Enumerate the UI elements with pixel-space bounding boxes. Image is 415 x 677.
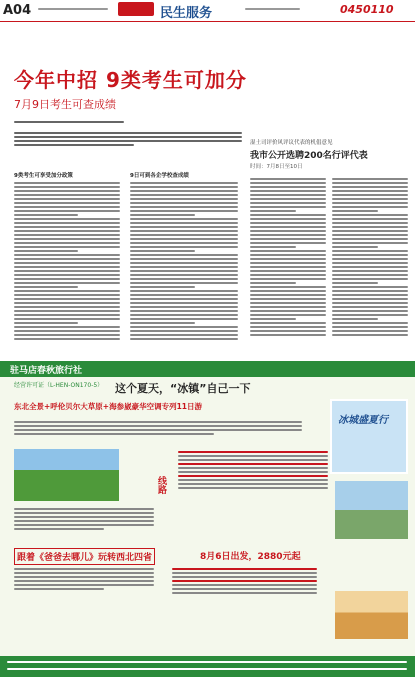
left-column-body [14, 180, 120, 342]
text-line [250, 270, 326, 272]
left-column-head: 9类考生可享受加分政策 [14, 173, 73, 179]
text-line [332, 318, 378, 320]
text-line [332, 314, 408, 316]
text-line [332, 246, 378, 248]
text-line [332, 286, 408, 288]
text-line [250, 218, 326, 220]
text-line [14, 182, 120, 184]
text-line [14, 290, 120, 292]
text-line [14, 266, 120, 268]
text-line [250, 234, 326, 236]
text-line [130, 182, 238, 184]
text-line [130, 242, 238, 244]
text-line [130, 302, 238, 304]
text-line [250, 210, 296, 212]
text-line [14, 270, 120, 272]
text-line [250, 206, 326, 208]
text-line [250, 238, 326, 240]
text-line [130, 250, 195, 252]
text-line [14, 302, 120, 304]
text-line [130, 230, 238, 232]
text-line [250, 294, 326, 296]
agency-banner [0, 361, 415, 377]
text-line [332, 222, 408, 224]
text-line [130, 290, 238, 292]
text-line [130, 274, 238, 276]
text-line [250, 242, 326, 244]
text-line [332, 258, 408, 260]
text-line [250, 194, 326, 196]
text-line [250, 190, 326, 192]
right-article-sub: 时间：7月8日至10日 [250, 164, 303, 170]
text-line [130, 270, 238, 272]
text-line [250, 286, 326, 288]
text-line [14, 246, 120, 248]
text-line [250, 302, 326, 304]
tour2-routes [172, 566, 317, 596]
text-line [14, 186, 120, 188]
badge-text: 冰城盛夏行 [338, 415, 388, 426]
text-line [332, 262, 408, 264]
subheadline: 7月9日考生可查成绩 [14, 98, 116, 111]
lead-paragraph [14, 130, 244, 148]
text-line [250, 314, 326, 316]
text-line [130, 314, 238, 316]
text-line [14, 286, 78, 288]
text-line [332, 214, 408, 216]
text-line [130, 258, 238, 260]
text-line [332, 326, 408, 328]
text-line [14, 330, 120, 332]
text-line [250, 322, 326, 324]
text-line [250, 282, 296, 284]
text-line [130, 246, 238, 248]
text-line [332, 182, 408, 184]
text-line [332, 294, 408, 296]
text-line [250, 222, 326, 224]
paper-logo [118, 2, 154, 16]
text-line [130, 210, 238, 212]
text-line [332, 270, 408, 272]
text-line [332, 250, 408, 252]
desert-photo [335, 591, 408, 639]
headline: 今年中招 9类考生可加分 [14, 68, 247, 92]
text-line [332, 278, 408, 280]
text-line [14, 282, 120, 284]
text-line [332, 206, 408, 208]
text-line [332, 242, 408, 244]
text-line [14, 250, 78, 252]
tour1-routes [178, 449, 328, 491]
text-line [332, 282, 378, 284]
text-line [130, 278, 238, 280]
text-line [332, 198, 408, 200]
text-line [14, 190, 120, 192]
text-line [332, 254, 408, 256]
text-line [250, 262, 326, 264]
grassland-photo [14, 449, 119, 501]
mid-column-head: 9日可到各企学校查成绩 [130, 173, 189, 179]
text-line [14, 254, 120, 256]
text-line [14, 218, 120, 220]
route-label: 线路 [156, 476, 166, 494]
text-line [130, 266, 238, 268]
ad-footer [0, 656, 415, 677]
tour1-desc [14, 506, 154, 532]
text-line [14, 202, 120, 204]
text-line [250, 230, 326, 232]
text-line [250, 250, 326, 252]
text-line [250, 334, 326, 336]
text-line [14, 230, 120, 232]
text-line [332, 334, 408, 336]
text-line [332, 298, 408, 300]
text-line [14, 326, 120, 328]
text-line [332, 178, 408, 180]
text-line [14, 310, 120, 312]
text-line [332, 234, 408, 236]
text-line [332, 218, 408, 220]
text-line [14, 262, 120, 264]
text-line [250, 330, 326, 332]
text-line [14, 242, 120, 244]
badge-frame [330, 399, 408, 474]
text-line [130, 190, 238, 192]
scenery-photo-2 [335, 481, 408, 539]
text-line [130, 330, 238, 332]
text-line [250, 182, 326, 184]
text-line [332, 322, 408, 324]
mid-column-body [130, 180, 238, 342]
byline [14, 119, 124, 125]
section-masthead: 民生服务 [160, 6, 213, 21]
right-article-title: 我市公开选聘200名行评代表 [250, 151, 368, 161]
text-line [14, 306, 120, 308]
text-line [14, 222, 120, 224]
text-line [130, 322, 195, 324]
text-line [14, 322, 78, 324]
text-line [130, 338, 238, 340]
text-line [130, 238, 238, 240]
header-date [245, 6, 300, 12]
text-line [130, 318, 238, 320]
text-line [332, 230, 408, 232]
ad-slogan: 这个夏天，“冰镇”自己一下 [115, 382, 251, 395]
text-line [250, 278, 326, 280]
text-line [130, 234, 238, 236]
text-line [130, 306, 238, 308]
text-line [14, 194, 120, 196]
text-line [14, 298, 120, 300]
text-line [250, 226, 326, 228]
text-line [14, 258, 120, 260]
text-line [250, 186, 326, 188]
text-line [130, 286, 195, 288]
header-meta [38, 6, 108, 12]
text-line [130, 198, 238, 200]
right-article-body-a [250, 176, 326, 338]
text-line [332, 290, 408, 292]
tour1-intro [14, 419, 304, 437]
text-line [14, 334, 120, 336]
text-line [250, 202, 326, 204]
agency-license: 经营许可证（L-HEN-ON170-5） [14, 382, 104, 389]
text-line [250, 214, 326, 216]
text-line [250, 266, 326, 268]
text-line [14, 234, 120, 236]
text-line [332, 302, 408, 304]
text-line [332, 310, 408, 312]
text-line [14, 210, 120, 212]
text-line [332, 186, 408, 188]
text-line [130, 334, 238, 336]
text-line [332, 202, 408, 204]
text-line [332, 266, 408, 268]
tour1-title: 东北全景+呼伦贝尔大草原+海参崴豪华空调专列11日游 [14, 402, 203, 411]
text-line [332, 238, 408, 240]
text-line [14, 198, 120, 200]
agency-name: 驻马店春秋旅行社 [10, 366, 83, 376]
text-line [14, 214, 78, 216]
ad-section [0, 361, 415, 677]
text-line [332, 306, 408, 308]
text-line [14, 318, 120, 320]
text-line [332, 194, 408, 196]
text-line [14, 278, 120, 280]
text-line [250, 326, 326, 328]
right-article-body-b [332, 176, 408, 338]
right-article-kicker: 湿土司评价风评议代表的机倡意见 [250, 140, 333, 146]
hotline: 0450110 [340, 3, 394, 16]
text-line [14, 206, 120, 208]
tour2-title: 跟着《爸爸去哪儿》玩转西北四省 [14, 548, 155, 565]
text-line [250, 274, 326, 276]
text-line [130, 218, 238, 220]
text-line [130, 254, 238, 256]
text-line [130, 282, 238, 284]
text-line [130, 214, 195, 216]
text-line [332, 274, 408, 276]
text-line [332, 330, 408, 332]
text-line [250, 254, 326, 256]
text-line [130, 226, 238, 228]
text-line [250, 298, 326, 300]
text-line [14, 294, 120, 296]
text-line [250, 246, 296, 248]
text-line [250, 290, 326, 292]
text-line [130, 186, 238, 188]
text-line [14, 238, 120, 240]
text-line [14, 338, 120, 340]
text-line [130, 222, 238, 224]
text-line [250, 178, 326, 180]
text-line [250, 198, 326, 200]
text-line [130, 294, 238, 296]
text-line [332, 210, 378, 212]
text-line [332, 226, 408, 228]
text-line [130, 262, 238, 264]
page-number: A04 [3, 3, 32, 18]
text-line [250, 310, 326, 312]
text-line [14, 226, 120, 228]
text-line [130, 202, 238, 204]
text-line [250, 258, 326, 260]
text-line [332, 190, 408, 192]
text-line [130, 310, 238, 312]
tour2-dates: 8月6日出发，2880元起 [200, 552, 301, 562]
text-line [14, 274, 120, 276]
text-line [130, 326, 238, 328]
text-line [250, 318, 296, 320]
text-line [14, 314, 120, 316]
tour2-desc [14, 566, 154, 592]
text-line [130, 298, 238, 300]
text-line [130, 206, 238, 208]
text-line [250, 306, 326, 308]
page-header [0, 0, 415, 22]
text-line [130, 194, 238, 196]
